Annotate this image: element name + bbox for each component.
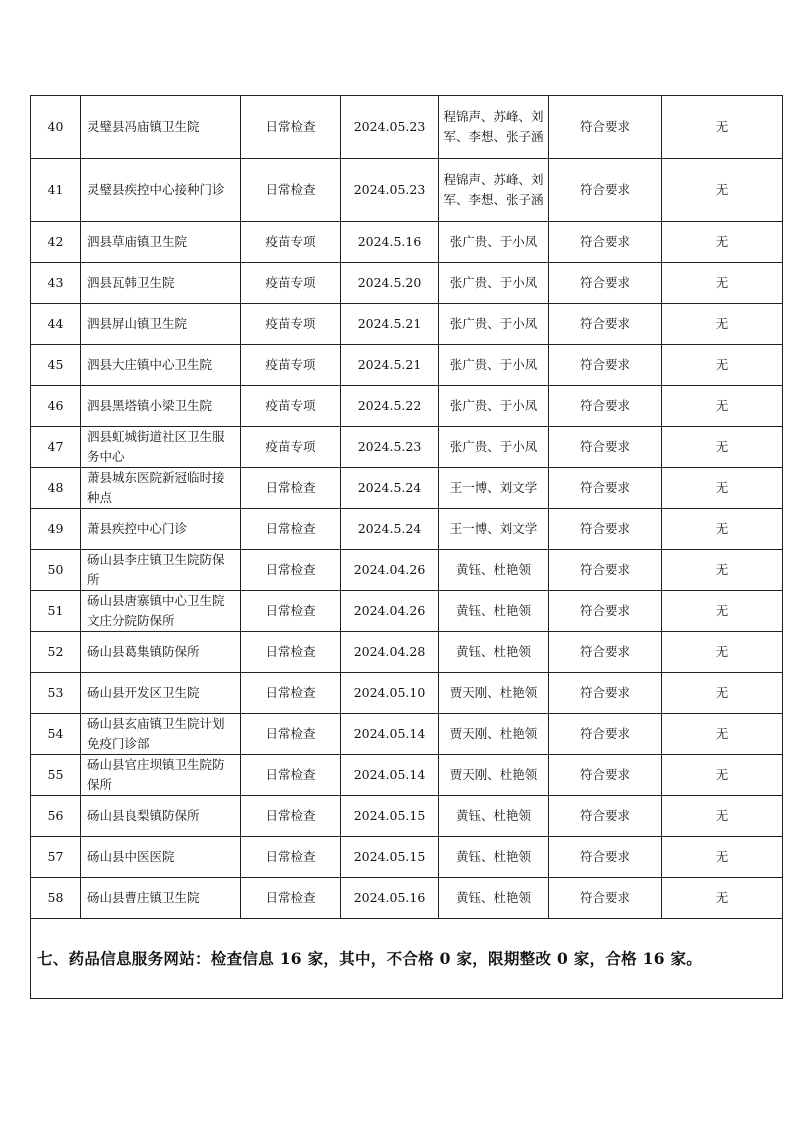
inspection-type-cell: 日常检查 <box>241 878 341 919</box>
inspection-date-cell: 2024.05.14 <box>341 714 439 755</box>
rectification-cell: 无 <box>662 796 783 837</box>
inspectors-cell: 张广贵、于小凤 <box>439 222 549 263</box>
inspection-date-cell: 2024.05.23 <box>341 159 439 222</box>
row-number-cell: 51 <box>31 591 81 632</box>
row-number-cell: 54 <box>31 714 81 755</box>
inspection-result-cell: 符合要求 <box>549 673 662 714</box>
inspection-date-cell: 2024.05.16 <box>341 878 439 919</box>
institution-name-cell: 灵璧县疾控中心接种门诊 <box>81 159 241 222</box>
rectification-cell: 无 <box>662 304 783 345</box>
institution-name-cell: 砀山县中医医院 <box>81 837 241 878</box>
table-row <box>31 468 783 509</box>
institution-name-cell: 泗县瓦韩卫生院 <box>81 263 241 304</box>
inspection-table-body <box>31 96 783 919</box>
institution-name-cell: 砀山县曹庄镇卫生院 <box>81 878 241 919</box>
row-number-cell: 50 <box>31 550 81 591</box>
table-row <box>31 550 783 591</box>
inspection-result-cell: 符合要求 <box>549 468 662 509</box>
inspection-date-cell: 2024.05.14 <box>341 755 439 796</box>
inspection-result-cell: 符合要求 <box>549 386 662 427</box>
inspectors-cell: 黄钰、杜艳领 <box>439 796 549 837</box>
inspection-type-cell: 日常检查 <box>241 837 341 878</box>
inspection-date-cell: 2024.05.15 <box>341 837 439 878</box>
inspection-result-cell: 符合要求 <box>549 632 662 673</box>
inspectors-cell: 张广贵、于小凤 <box>439 263 549 304</box>
inspection-result-cell: 符合要求 <box>549 222 662 263</box>
summary-text: 七、药品信息服务网站：检查信息 16 家，其中，不合格 0 家，限期整改 0 家，合格 16 家。 <box>31 919 783 999</box>
institution-name-cell: 砀山县官庄坝镇卫生院防保所 <box>81 755 241 796</box>
table-row <box>31 591 783 632</box>
row-number-cell: 42 <box>31 222 81 263</box>
institution-name-cell: 泗县虹城街道社区卫生服务中心 <box>81 427 241 468</box>
row-number-cell: 58 <box>31 878 81 919</box>
inspection-type-cell: 疫苗专项 <box>241 304 341 345</box>
institution-name-cell: 泗县大庄镇中心卫生院 <box>81 345 241 386</box>
inspection-type-cell: 疫苗专项 <box>241 386 341 427</box>
table-row <box>31 222 783 263</box>
rectification-cell: 无 <box>662 550 783 591</box>
inspection-type-cell: 疫苗专项 <box>241 222 341 263</box>
table-row <box>31 345 783 386</box>
row-number-cell: 57 <box>31 837 81 878</box>
inspection-result-cell: 符合要求 <box>549 96 662 159</box>
inspectors-cell: 黄钰、杜艳领 <box>439 878 549 919</box>
inspection-type-cell: 日常检查 <box>241 673 341 714</box>
row-number-cell: 41 <box>31 159 81 222</box>
inspection-type-cell: 日常检查 <box>241 755 341 796</box>
rectification-cell: 无 <box>662 755 783 796</box>
inspection-result-cell: 符合要求 <box>549 591 662 632</box>
inspection-type-cell: 疫苗专项 <box>241 427 341 468</box>
document-page <box>30 95 782 999</box>
table-row <box>31 755 783 796</box>
inspectors-cell: 黄钰、杜艳领 <box>439 632 549 673</box>
rectification-cell: 无 <box>662 159 783 222</box>
inspectors-cell: 王一博、刘文学 <box>439 509 549 550</box>
inspectors-cell: 张广贵、于小凤 <box>439 304 549 345</box>
rectification-cell: 无 <box>662 345 783 386</box>
institution-name-cell: 砀山县葛集镇防保所 <box>81 632 241 673</box>
institution-name-cell: 砀山县开发区卫生院 <box>81 673 241 714</box>
inspection-result-cell: 符合要求 <box>549 263 662 304</box>
row-number-cell: 46 <box>31 386 81 427</box>
rectification-cell: 无 <box>662 673 783 714</box>
institution-name-cell: 泗县黑塔镇小梁卫生院 <box>81 386 241 427</box>
inspection-type-cell: 疫苗专项 <box>241 263 341 304</box>
row-number-cell: 52 <box>31 632 81 673</box>
institution-name-cell: 萧县城东医院新冠临时接种点 <box>81 468 241 509</box>
rectification-cell: 无 <box>662 509 783 550</box>
inspection-result-cell: 符合要求 <box>549 304 662 345</box>
inspection-result-cell: 符合要求 <box>549 714 662 755</box>
inspection-date-cell: 2024.04.28 <box>341 632 439 673</box>
institution-name-cell: 萧县疾控中心门诊 <box>81 509 241 550</box>
row-number-cell: 55 <box>31 755 81 796</box>
institution-name-cell: 泗县屏山镇卫生院 <box>81 304 241 345</box>
table-row <box>31 837 783 878</box>
inspectors-cell: 王一博、刘文学 <box>439 468 549 509</box>
inspectors-cell: 贾天刚、杜艳领 <box>439 673 549 714</box>
inspection-date-cell: 2024.5.24 <box>341 468 439 509</box>
table-row <box>31 263 783 304</box>
table-row <box>31 427 783 468</box>
inspection-type-cell: 日常检查 <box>241 550 341 591</box>
row-number-cell: 49 <box>31 509 81 550</box>
inspectors-cell: 张广贵、于小凤 <box>439 345 549 386</box>
inspection-type-cell: 日常检查 <box>241 96 341 159</box>
table-row <box>31 673 783 714</box>
institution-name-cell: 灵璧县冯庙镇卫生院 <box>81 96 241 159</box>
rectification-cell: 无 <box>662 468 783 509</box>
rectification-cell: 无 <box>662 96 783 159</box>
inspection-date-cell: 2024.5.22 <box>341 386 439 427</box>
inspection-date-cell: 2024.05.15 <box>341 796 439 837</box>
table-row <box>31 159 783 222</box>
inspection-date-cell: 2024.5.16 <box>341 222 439 263</box>
rectification-cell: 无 <box>662 427 783 468</box>
inspection-result-cell: 符合要求 <box>549 550 662 591</box>
table-row <box>31 304 783 345</box>
inspection-type-cell: 日常检查 <box>241 159 341 222</box>
institution-name-cell: 砀山县李庄镇卫生院防保所 <box>81 550 241 591</box>
row-number-cell: 40 <box>31 96 81 159</box>
row-number-cell: 53 <box>31 673 81 714</box>
inspectors-cell: 黄钰、杜艳领 <box>439 550 549 591</box>
inspectors-cell: 程锦声、苏峰、刘军、李想、张子涵 <box>439 159 549 222</box>
table-row <box>31 386 783 427</box>
inspectors-cell: 程锦声、苏峰、刘军、李想、张子涵 <box>439 96 549 159</box>
row-number-cell: 43 <box>31 263 81 304</box>
table-row <box>31 878 783 919</box>
inspectors-cell: 张广贵、于小凤 <box>439 427 549 468</box>
rectification-cell: 无 <box>662 714 783 755</box>
table-row <box>31 796 783 837</box>
inspection-type-cell: 日常检查 <box>241 714 341 755</box>
inspection-type-cell: 日常检查 <box>241 796 341 837</box>
inspection-date-cell: 2024.04.26 <box>341 550 439 591</box>
inspectors-cell: 黄钰、杜艳领 <box>439 591 549 632</box>
inspectors-cell: 贾天刚、杜艳领 <box>439 714 549 755</box>
table-row <box>31 96 783 159</box>
rectification-cell: 无 <box>662 263 783 304</box>
inspection-table <box>30 95 783 999</box>
inspection-result-cell: 符合要求 <box>549 755 662 796</box>
rectification-cell: 无 <box>662 878 783 919</box>
inspection-result-cell: 符合要求 <box>549 427 662 468</box>
inspectors-cell: 贾天刚、杜艳领 <box>439 755 549 796</box>
row-number-cell: 56 <box>31 796 81 837</box>
rectification-cell: 无 <box>662 222 783 263</box>
institution-name-cell: 砀山县良梨镇防保所 <box>81 796 241 837</box>
row-number-cell: 48 <box>31 468 81 509</box>
inspection-type-cell: 日常检查 <box>241 468 341 509</box>
inspection-date-cell: 2024.05.10 <box>341 673 439 714</box>
inspection-date-cell: 2024.05.23 <box>341 96 439 159</box>
inspection-result-cell: 符合要求 <box>549 878 662 919</box>
inspection-date-cell: 2024.5.24 <box>341 509 439 550</box>
table-row <box>31 714 783 755</box>
inspection-result-cell: 符合要求 <box>549 837 662 878</box>
inspection-date-cell: 2024.04.26 <box>341 591 439 632</box>
inspection-type-cell: 日常检查 <box>241 509 341 550</box>
inspection-date-cell: 2024.5.23 <box>341 427 439 468</box>
inspection-date-cell: 2024.5.20 <box>341 263 439 304</box>
inspectors-cell: 黄钰、杜艳领 <box>439 837 549 878</box>
rectification-cell: 无 <box>662 837 783 878</box>
row-number-cell: 45 <box>31 345 81 386</box>
rectification-cell: 无 <box>662 591 783 632</box>
institution-name-cell: 砀山县唐寨镇中心卫生院文庄分院防保所 <box>81 591 241 632</box>
inspection-result-cell: 符合要求 <box>549 159 662 222</box>
row-number-cell: 47 <box>31 427 81 468</box>
table-row <box>31 509 783 550</box>
inspection-type-cell: 日常检查 <box>241 591 341 632</box>
inspectors-cell: 张广贵、于小凤 <box>439 386 549 427</box>
inspection-result-cell: 符合要求 <box>549 796 662 837</box>
table-row <box>31 632 783 673</box>
inspection-result-cell: 符合要求 <box>549 509 662 550</box>
institution-name-cell: 泗县草庙镇卫生院 <box>81 222 241 263</box>
inspection-date-cell: 2024.5.21 <box>341 304 439 345</box>
row-number-cell: 44 <box>31 304 81 345</box>
institution-name-cell: 砀山县玄庙镇卫生院计划免疫门诊部 <box>81 714 241 755</box>
inspection-date-cell: 2024.5.21 <box>341 345 439 386</box>
rectification-cell: 无 <box>662 632 783 673</box>
rectification-cell: 无 <box>662 386 783 427</box>
inspection-result-cell: 符合要求 <box>549 345 662 386</box>
inspection-type-cell: 日常检查 <box>241 632 341 673</box>
inspection-type-cell: 疫苗专项 <box>241 345 341 386</box>
